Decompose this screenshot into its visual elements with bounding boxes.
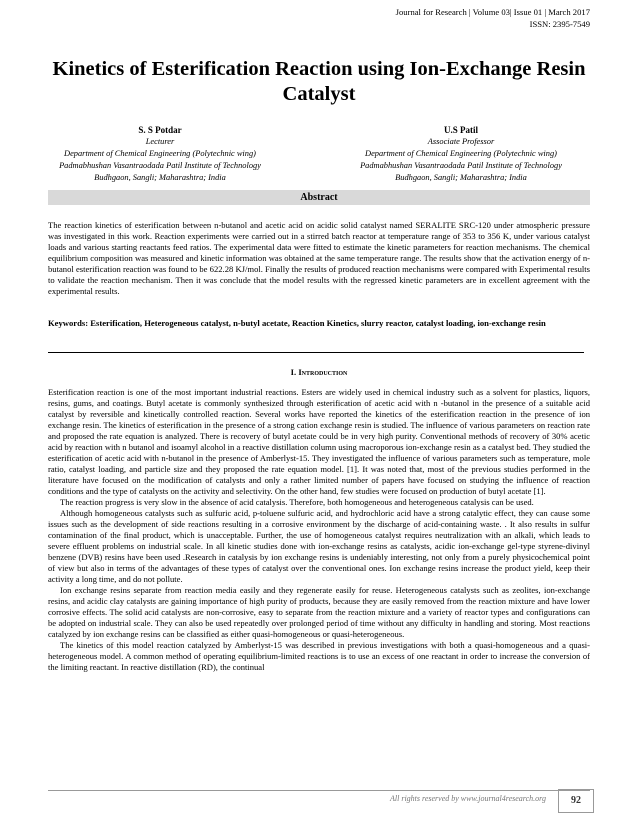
abstract-text: The reaction kinetics of esterification between n-butanol and acetic acid on acidic solid catalyst named SERALITE SRC-120 under atmospheric pressure was investigated in this work. Reaction experiments were carried out in a stirred batch reactor at temperature range of 353 to 356 K, under various catalyst loads and various starting reactants feed ratios. The experimental data were fitted to estimate the kinetic parameters for reaction mechanisms. The chemical equilibrium composition was measured and kinetic information was obtained at the same temperature range. The results show that the activation energy of n-butanol esterification reaction was found to be 622.28 KJ/mol. Finally the results of produced reaction mechanisms were compared with Experimental results to validate the reaction mechanism. Then it was conclude that the model results with the regressed kinetic parameters are in excellent agreement with the experimental results. — [48, 220, 590, 296]
author-name: U.S Patil — [443, 125, 478, 135]
author-location: Budhgaon, Sangli; Maharashtra; India — [94, 173, 226, 182]
author-name: S. S Potdar — [138, 125, 182, 135]
page-number: 92 — [558, 789, 594, 813]
abstract-heading: Abstract — [48, 190, 590, 205]
author-2 — [341, 124, 581, 184]
author-institute: Padmabhushan Vasantraodada Patil Institute of Technology — [360, 161, 562, 170]
keywords — [48, 318, 590, 329]
journal-header — [396, 6, 590, 30]
author-department: Department of Chemical Engineering (Polytechnic wing) — [64, 149, 256, 158]
section-divider — [48, 352, 584, 353]
paragraph: The kinetics of this model reaction catalyzed by Amberlyst-15 was described in previous investigations with both a quasi-homogeneous and a quasi-heterogeneous model. A common method of operating equilibrium-limited reactions is to use an excess of one reactant in order to increase the conversion of the limiting reactant. In reactive distillation (RD), the continual — [48, 640, 590, 672]
paragraph: Although homogeneous catalysts such as sulfuric acid, p-toluene sulfuric acid, and hydrochloric acid have a strong catalytic effect, they can cause some issues such as the development of side reactions resulting in a corrosive environment by the discharge of acid-containing waste. . It also results in sulfur contamination of the final product, which is unacceptable. Further, the use of homogeneous catalyst requires neutralization with an alkali, which leads to severe effluent problems on industrial scale. In all kinetic studies done with ion-exchange resins as catalysts, acidic ion-exchange gel-type styrene-divinyl benzene (DVB) resins have been used .Research in catalysis by ion exchange resins is undeniably interesting, not only from a purely physicochemical point of view but also in terms of the advantages of these types of catalyst over the conventional ones. Ion exchange resins increase the product yield, keep their activity a long time, and do not pollute. — [48, 508, 590, 584]
paper-title: Kinetics of Esterification Reaction using Ion-Exchange Resin Catalyst — [52, 58, 586, 105]
keywords-label: Keywords: — [48, 318, 89, 328]
journal-citation: Journal for Research | Volume 03| Issue 01 | March 2017 — [395, 7, 590, 17]
section-number: I. — [290, 367, 297, 377]
issn: ISSN: 2395-7549 — [529, 19, 590, 29]
author-role: Lecturer — [145, 137, 175, 146]
author-role: Associate Professor — [427, 137, 495, 146]
author-location: Budhgaon, Sangli; Maharashtra; India — [395, 173, 527, 182]
paragraph: Ion exchange resins separate from reaction media easily and they regenerate easily for reuse. Heterogeneous catalysts such as zeolites, ion-exchange resins, and acidic clay catalysts are gaining importance of high purity of products, because they are easily removed from the reaction mixture and have lower corrosive effects. The solid acid catalysts are non-corrosive, easy to separate from the reaction mixture and a variety of reactor types and configurations can be adopted on industrial scale. They can also be used repeatedly over prolonged period of time without any difficulty in handling and storing. Most reactions catalyzed by ion exchange resins can be classified as either quasi-homogeneous or quasi-heterogeneous. — [48, 585, 590, 639]
paragraph: The reaction progress is very slow in the absence of acid catalysis. Therefore, both homogeneous and heterogeneous catalysis can be used. — [60, 497, 534, 507]
author-department: Department of Chemical Engineering (Polytechnic wing) — [365, 149, 557, 158]
keywords-list: Esterification, Heterogeneous catalyst, n-butyl acetate, Reaction Kinetics, slurry reactor, catalyst loading, ion-exchange resin — [90, 318, 546, 328]
author-institute: Padmabhushan Vasantraodada Patil Institute of Technology — [59, 161, 261, 170]
author-1 — [40, 124, 280, 184]
paragraph: Esterification reaction is one of the most important industrial reactions. Esters are widely used in chemical industry such as a solvent for plastics, liquors, resins, gums, and coatings. Butyl acetate is commonly synthesized through esterification of acetic acid with n -butanol in the presence of a suitable acid catalyst by reversible and kinetically controlled reaction. Several works have reported the kinetics of the esterification reaction in the presence of ion exchange resin. The kinetics of esterification in the presence of a strong cation exchange resin is studied. The influence of various parameters on reaction rate and proposed the rate equation is analyzed. There is recovery of butyl acetate could be in very high purity. Conventional methods of recovery of 30% acetic acid by reaction with n butanol and isoamyl alcohol in a reactive distillation column using macroporous ion-exchange resin as a catalyst bed. They studied the esterification of acetic acid with n-butanol in the presence of Amberlyst-15. They investigated the influence of various parameters such as temperature, mole ratio, catalyst loading, and particle size and they proposed the rate equation model. [1]. It was noted that, most of the previous studies performed in the literature have focused on the modification of catalysts and only a rather limited number of papers have focused on studying the influence of reaction conditions and the type of catalysts on the activity and selectivity. On the other hand, few studies were focused on production of butyl acetate [1]. — [48, 387, 590, 496]
section-title: Introduction — [298, 367, 348, 377]
body-text — [48, 387, 590, 673]
footer-divider — [48, 790, 590, 791]
section-heading — [48, 367, 590, 378]
footer-rights: All rights reserved by www.journal4research.org — [390, 794, 546, 803]
